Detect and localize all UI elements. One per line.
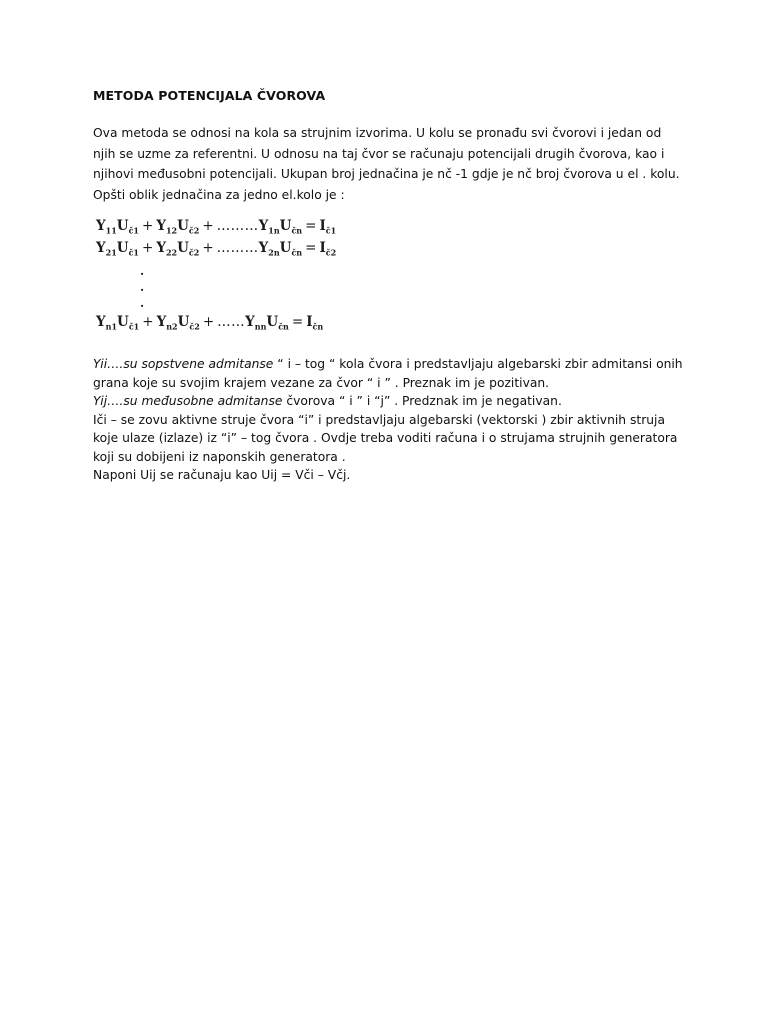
equation-row-n: $Y_{n1}U_{č1} + Y_{n2}U_{č2}$ + $\dots\dots Y_{nn}U_{čn} = I_{čn}$ xyxy=(96,314,324,332)
eq-var: U xyxy=(177,218,189,234)
eq-rhs: I xyxy=(306,314,313,330)
eq-var: U xyxy=(279,240,292,256)
eq-ellipsis: …… xyxy=(217,314,246,330)
eq-rhs: I xyxy=(319,218,326,234)
vertical-dot: . xyxy=(140,296,145,310)
eq-coef: Y xyxy=(96,218,106,234)
eq-coef: Y xyxy=(156,218,166,234)
yii-term: Yii….su sopstvene admitanse xyxy=(93,357,274,371)
eq-coef: Y xyxy=(96,314,106,330)
intro-paragraph xyxy=(93,123,683,205)
eq-coef: Y xyxy=(156,314,167,330)
vertical-dot: . xyxy=(140,280,145,294)
eq-var: U xyxy=(177,240,189,256)
eq-operator: + xyxy=(202,218,214,234)
ici-definition: Iči – se zovu aktivne struje čvora “i” i predstavljaju algebarski (vektorski ) zbir aktivnih struja koje ulaze (izlaze) iz “i” – tog čvora . Ovdje treba voditi računa i o strujama strujnih generatora koji su dobijeni iz naponskih generatora . xyxy=(93,412,678,464)
eq-operator: + xyxy=(142,314,154,330)
yij-text: čvorova “ i ” i “j” . Predznak im je negativan. xyxy=(282,394,562,408)
yij-definition xyxy=(93,392,683,411)
definitions-paragraph xyxy=(93,355,683,485)
eq-var: U xyxy=(177,314,190,330)
eq-var: U xyxy=(116,218,129,234)
intro-text: Ova metoda se odnosi na kola sa strujnim izvorima. U kolu se pronađu svi čvorovi i jedan od njih se uzme za referentni. U odnosu na taj čvor se računaju potencijali drugih čvorova, kao i njihovi međusobni potencijali. Ukupan broj jednačina je nč -1 gdje je nč broj čvorova u el . kolu. Opšti oblik jednačina za jedno el.kolo je : xyxy=(93,126,680,202)
eq-coef: Y xyxy=(258,240,269,256)
eq-ellipsis: ……… xyxy=(216,218,259,234)
eq-coef: Y xyxy=(245,314,255,330)
eq-var: U xyxy=(266,314,279,330)
eq-var: U xyxy=(279,218,292,234)
eq-coef: Y xyxy=(258,218,269,234)
eq-ellipsis: ……… xyxy=(216,240,259,256)
yii-definition xyxy=(93,355,683,392)
eq-operator: + xyxy=(142,218,154,234)
eq-equals: = xyxy=(305,240,317,256)
eq-operator: + xyxy=(202,240,214,256)
yii-text: “ i – tog “ kola čvora i predstavljaju algebarski zbir admitansi onih grana koje su svojim krajem vezane za čvor “ i ” . Preznak im je pozitivan. xyxy=(93,357,683,390)
eq-equals: = xyxy=(291,314,304,330)
eq-equals: = xyxy=(305,218,317,234)
eq-operator: + xyxy=(142,240,154,256)
eq-var: U xyxy=(116,240,129,256)
yij-term: Yij….su međusobne admitanse xyxy=(93,394,283,408)
eq-var: U xyxy=(117,314,129,330)
voltage-definition: Naponi Uij se računaju kao Uij = Vči – Včj. xyxy=(93,468,351,482)
eq-rhs: I xyxy=(319,240,326,256)
equation-row-1: $Y_{11}U_{č1} + Y_{12}U_{č2}$ + $\dots\dots\dots Y_{1n}U_{čn} = I_{č1}$ xyxy=(96,218,337,236)
document-heading: METODA POTENCIJALA ČVOROVA xyxy=(93,88,326,103)
equation-row-2: $Y_{21}U_{č1} + Y_{22}U_{č2}$ + $\dots\dots\dots Y_{2n}U_{čn} = I_{č2}$ xyxy=(96,240,337,258)
eq-coef: Y xyxy=(156,240,166,256)
vertical-dot: . xyxy=(140,264,145,278)
eq-operator: + xyxy=(202,314,215,330)
eq-coef: Y xyxy=(96,240,106,256)
